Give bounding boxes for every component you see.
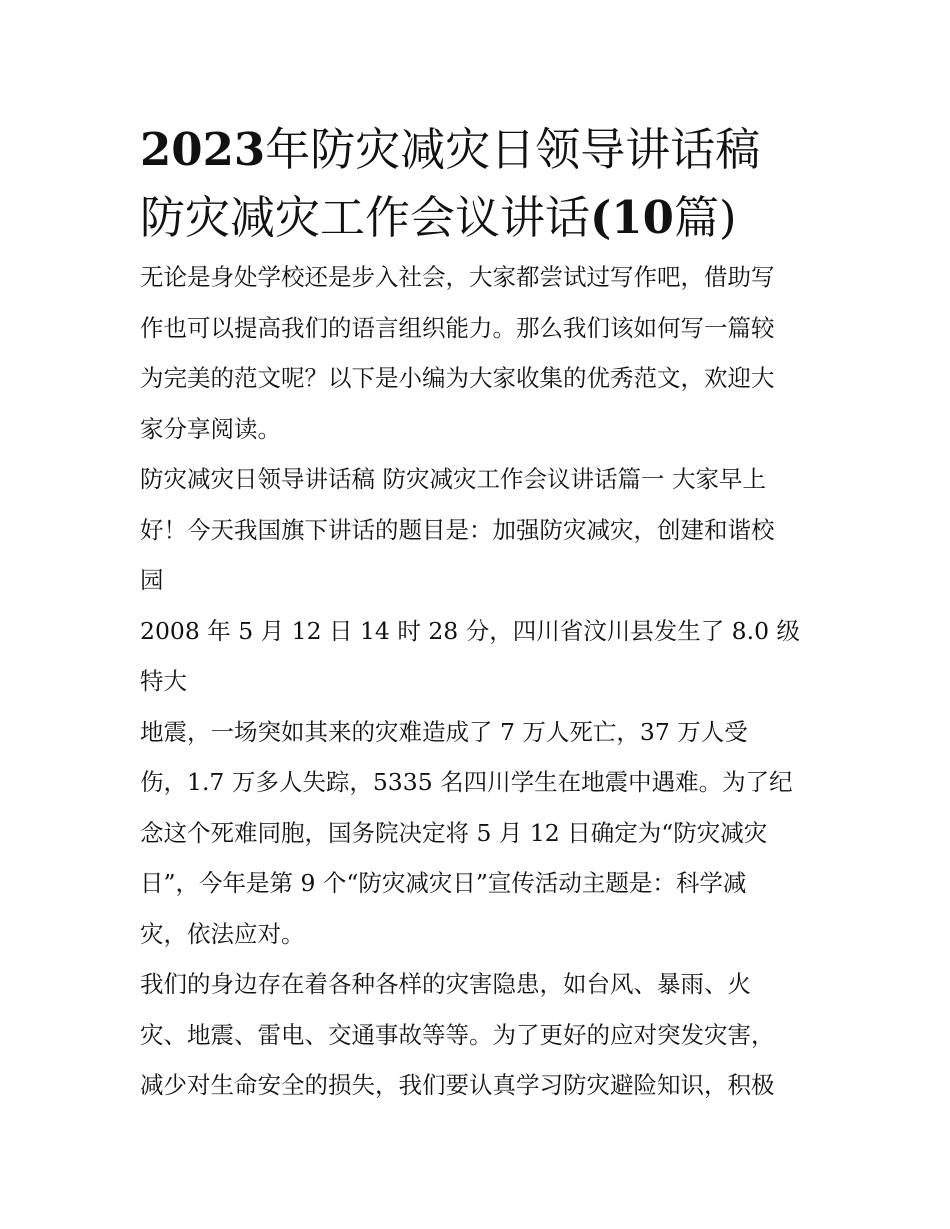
- paragraph-line: 好！今天我国旗下讲话的题目是：加强防灾减灾，创建和谐校: [140, 515, 775, 544]
- paragraph-line: 伤，1.7 万多人失踪，5335 名四川学生在地震中遇难。为了纪: [140, 768, 793, 796]
- title-count: (10: [590, 191, 674, 244]
- paragraph-line: 地震，一场突如其来的灾难造成了 7 万人死亡，37 万人受: [140, 717, 748, 746]
- title-line-1-text: 年防灾减灾日领导讲话稿: [265, 123, 761, 176]
- paragraph-line: 防灾减灾日领导讲话稿 防灾减灾工作会议讲话篇一 大家早上: [140, 465, 766, 493]
- paragraph-line: 作也可以提高我们的语言组织能力。那么我们该如何写一篇较: [140, 313, 775, 342]
- title-line-1: [140, 116, 812, 184]
- paragraph-line: 日”，今年是第 9 个“防灾减灾日”宣传活动主题是：科学减: [140, 869, 747, 897]
- paragraph-line: 2008 年 5 月 12 日 14 时 28 分，四川省汶川县发生了 8.0 级特大: [140, 616, 801, 695]
- paragraph-line: 家分享阅读。: [140, 414, 281, 443]
- paragraph-line: 无论是身处学校还是步入社会，大家都尝试过写作吧，借助写: [140, 263, 775, 291]
- paragraph-intro: [140, 252, 812, 454]
- title-line-2-suffix: 篇): [673, 191, 737, 244]
- paragraph-earthquake: [140, 606, 812, 960]
- paragraph-line: 念这个死难同胞，国务院决定将 5 月 12 日确定为“防灾减灾: [140, 818, 768, 847]
- document-body: [140, 116, 812, 1111]
- paragraph-hazards: [140, 959, 812, 1111]
- paragraph-speech-heading: [140, 454, 812, 606]
- paragraph-line: 我们的身边存在着各种各样的灾害隐患，如台风、暴雨、火: [140, 970, 751, 998]
- paragraph-line: 减少对生命安全的损失，我们要认真学习防灾避险知识，积极: [140, 1071, 775, 1099]
- paragraph-line: 灾，依法应对。: [140, 919, 305, 948]
- paragraph-line: 园: [140, 566, 164, 594]
- title-year: 2023: [140, 123, 266, 176]
- title-line-2: [140, 184, 812, 252]
- paragraph-line: 为完美的范文呢？以下是小编为大家收集的优秀范文，欢迎大: [140, 364, 775, 392]
- document-title: [140, 116, 812, 252]
- paragraph-line: 灾、地震、雷电、交通事故等等。为了更好的应对突发灾害，: [140, 1020, 775, 1049]
- title-line-2-text: 防灾减灾工作会议讲话: [140, 191, 591, 244]
